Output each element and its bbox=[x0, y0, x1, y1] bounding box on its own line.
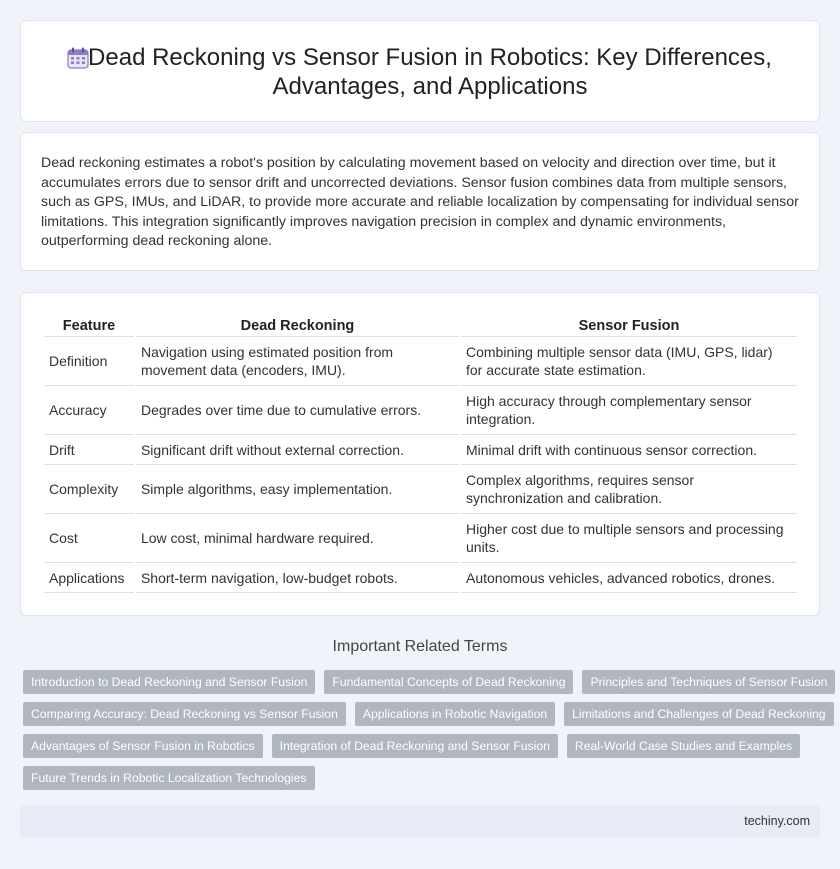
table-row bbox=[44, 337, 797, 386]
sensor-fusion-cell: Higher cost due to multiple sensors and processing units. bbox=[461, 514, 797, 563]
table-row bbox=[44, 386, 797, 435]
comparison-card bbox=[20, 292, 820, 616]
footer bbox=[20, 805, 820, 838]
intro-paragraph: Dead reckoning estimates a robot's position by calculating movement based on velocity and direction over time, but it accumulates errors due to sensor drift and uncorrected deviations. Sensor fusion combines data from multiple sensors, such as GPS, IMUs, and LiDAR, to provide more accurate and reliable localization by compensating for individual sensor limitations. This integration significantly improves navigation precision in complex and dynamic environments, outperforming dead reckoning alone. bbox=[41, 155, 799, 250]
term-tag[interactable]: Fundamental Concepts of Dead Reckoning bbox=[324, 670, 573, 694]
term-tag[interactable]: Applications in Robotic Navigation bbox=[355, 702, 555, 726]
title-card bbox=[20, 20, 820, 122]
feature-cell: Drift bbox=[44, 435, 134, 465]
dead-reckoning-cell: Navigation using estimated position from movement data (encoders, IMU). bbox=[136, 337, 459, 386]
column-header-sensor-fusion: Sensor Fusion bbox=[461, 313, 797, 337]
table-row bbox=[44, 465, 797, 514]
term-tag[interactable]: Integration of Dead Reckoning and Sensor Fusion bbox=[272, 734, 558, 758]
comparison-table bbox=[42, 313, 799, 593]
footer-site-link[interactable]: techiny.com bbox=[744, 814, 810, 828]
sensor-fusion-cell: Autonomous vehicles, advanced robotics, drones. bbox=[461, 563, 797, 593]
related-terms-heading: Important Related Terms bbox=[332, 638, 508, 655]
dead-reckoning-cell: Degrades over time due to cumulative errors. bbox=[136, 386, 459, 435]
dead-reckoning-cell: Low cost, minimal hardware required. bbox=[136, 514, 459, 563]
table-row bbox=[44, 563, 797, 593]
sensor-fusion-cell: Complex algorithms, requires sensor synchronization and calibration. bbox=[461, 465, 797, 514]
sensor-fusion-cell: Minimal drift with continuous sensor correction. bbox=[461, 435, 797, 465]
term-tag[interactable]: Principles and Techniques of Sensor Fusion bbox=[582, 670, 835, 694]
term-tag[interactable]: Future Trends in Robotic Localization Technologies bbox=[23, 766, 315, 790]
feature-cell: Complexity bbox=[44, 465, 134, 514]
term-tag[interactable]: Real-World Case Studies and Examples bbox=[567, 734, 800, 758]
feature-cell: Accuracy bbox=[44, 386, 134, 435]
feature-cell: Applications bbox=[44, 563, 134, 593]
table-header-row bbox=[44, 313, 797, 337]
dead-reckoning-cell: Short-term navigation, low-budget robots. bbox=[136, 563, 459, 593]
term-tag[interactable]: Advantages of Sensor Fusion in Robotics bbox=[23, 734, 263, 758]
feature-cell: Definition bbox=[44, 337, 134, 386]
sensor-fusion-cell: High accuracy through complementary sensor integration. bbox=[461, 386, 797, 435]
dead-reckoning-cell: Simple algorithms, easy implementation. bbox=[136, 465, 459, 514]
column-header-dead-reckoning: Dead Reckoning bbox=[136, 313, 459, 337]
term-tag[interactable]: Introduction to Dead Reckoning and Sensor Fusion bbox=[23, 670, 315, 694]
intro-card bbox=[20, 132, 820, 271]
feature-cell: Cost bbox=[44, 514, 134, 563]
sensor-fusion-cell: Combining multiple sensor data (IMU, GPS, lidar) for accurate state estimation. bbox=[461, 337, 797, 386]
page-title: Dead Reckoning vs Sensor Fusion in Robotics: Key Differences, Advantages, and Applications bbox=[88, 44, 772, 100]
term-tag[interactable]: Comparing Accuracy: Dead Reckoning vs Sensor Fusion bbox=[23, 702, 346, 726]
table-row bbox=[44, 514, 797, 563]
related-terms-list bbox=[23, 670, 828, 798]
column-header-feature: Feature bbox=[44, 313, 134, 337]
dead-reckoning-cell: Significant drift without external correction. bbox=[136, 435, 459, 465]
table-row bbox=[44, 435, 797, 465]
term-tag[interactable]: Limitations and Challenges of Dead Reckoning bbox=[564, 702, 833, 726]
